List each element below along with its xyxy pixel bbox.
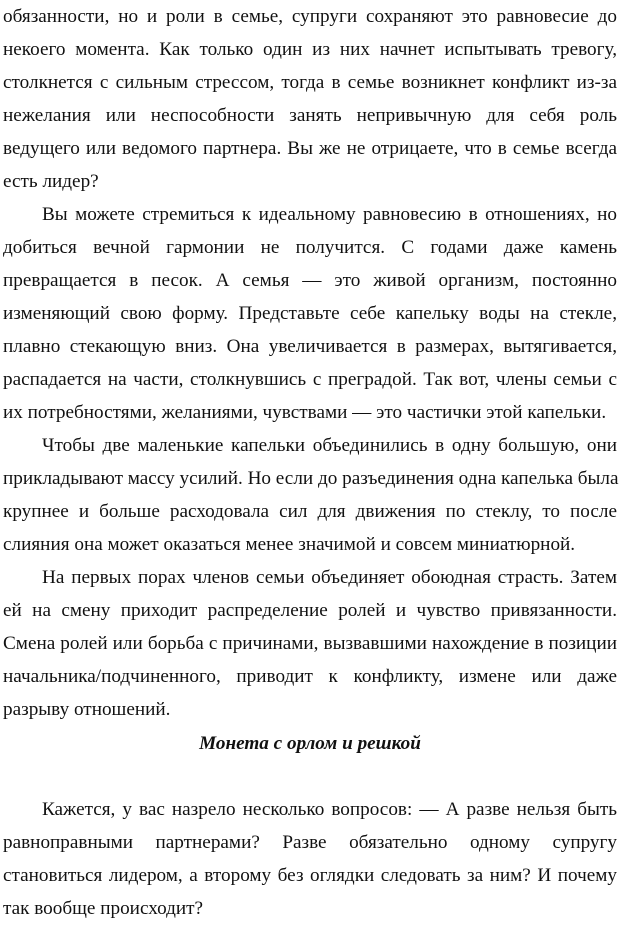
text-line: становиться лидером, а второму без оглядки следовать за ним? И почему [3,865,617,886]
text-line: равноправными партнерами? Разве обязательно одному супругу [3,832,617,853]
text-line: ведущего или ведомого партнера. Вы же не отрицаете, что в семье всегда [3,138,617,159]
text-line: есть лидер? [3,171,99,192]
text-line: прикладывают массу усилий. Но если до разъединения одна капелька была [3,468,619,489]
text-line: некоего момента. Как только один из них начнет испытывать тревогу, [3,39,617,60]
text-line: их потребностями, желаниями, чувствами — это частички этой капельки. [3,402,607,423]
text-line: Смена ролей или борьба с причинами, вызвавшими нахождение в позиции [3,633,617,654]
text-line: Чтобы две маленькие капельки объединились в одну большую, они [42,435,617,456]
text-line: Кажется, у вас назрело несколько вопросов: — А разве нельзя быть [42,799,617,820]
text-line: крупнее и больше расходовала сил для движения по стеклу, то после [3,501,617,522]
text-line: изменяющий свою форму. Представьте себе капельку воды на стекле, [3,303,617,324]
text-line: нежелания или неспособности занять непривычную для себя роль [3,105,617,126]
text-line: разрыву отношений. [3,699,171,720]
text-line: слияния она может оказаться менее значимой и совсем миниатюрной. [3,534,576,555]
text-line: плавно стекающую вниз. Она увеличивается в размерах, вытягивается, [3,336,617,357]
text-line: ей на смену приходит распределение ролей и чувство привязанности. [3,600,617,621]
text-line: так вообще происходит? [3,898,204,919]
text-line: обязанности, но и роли в семье, супруги сохраняют это равновесие до [3,6,617,27]
text-line: добиться вечной гармонии не получится. С годами даже камень [3,237,617,258]
text-line: превращается в песок. А семья — это живой организм, постоянно [3,270,617,291]
text-line: распадается на части, столкнувшись с преградой. Так вот, члены семьи с [3,369,617,390]
text-line: начальника/подчиненного, приводит к конфликту, измене или даже [3,666,617,687]
text-line: Вы можете стремиться к идеальному равновесию в отношениях, но [42,204,617,225]
text-line: На первых порах членов семьи объединяет обоюдная страсть. Затем [42,567,617,588]
text-line: столкнется с сильным стрессом, тогда в семье возникнет конфликт из-за [3,72,617,93]
section-heading: Монета с орлом и решкой [199,733,421,754]
